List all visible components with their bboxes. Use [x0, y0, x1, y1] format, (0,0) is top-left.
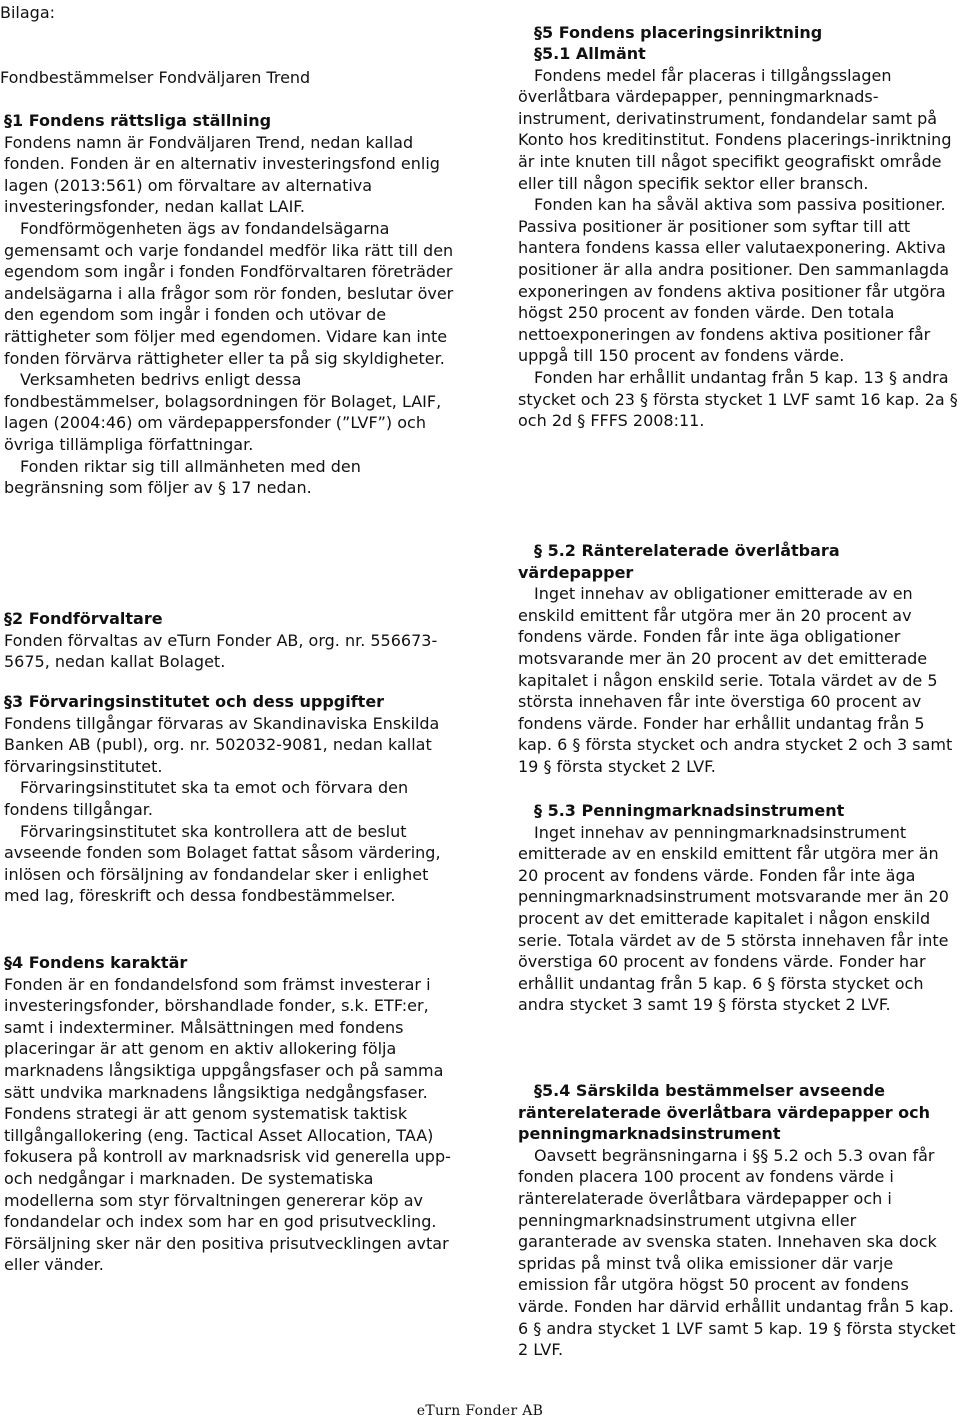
paragraph: Fonden förvaltas av eTurn Fonder AB, org. nr. 556673-5675, nedan kallat Bolaget.	[4, 630, 438, 672]
section-heading: §1 Fondens rättsliga ställning	[4, 111, 272, 130]
right-section	[518, 22, 958, 44]
paragraph: Fondförmögenheten ägs av fondandelsägarna gemensamt och varje fondandel medför lika rätt till den egendom som ingår i fonden Fondförvaltaren företräder andelsägarna i alla frågor som rör fonden, beslutar över den egendom som ingår i fonden och utövar de rättigheter som följer med egendomen. Vidare kan inte fonden förvärva rättigheter eller ta på sig skyldigheter.	[4, 218, 454, 368]
paragraph: Fonden kan ha såväl aktiva som passiva positioner. Passiva positioner är positioner som syftar till att hantera fondens kassa eller valutaexponering. Aktiva positioner är alla andra positioner. Den sammanlagda exponeringen av fondens aktiva positioner får utgöra högst 250 procent av fonden värde. Den totala nettoexponeringen av fondens aktiva positioner får uppgå till 150 procent av fondens värde.	[518, 195, 950, 366]
paragraph: Fondens medel får placeras i tillgångsslagen överlåtbara värdepapper, penningmarknads-instrument, derivatinstrument, fondandelar samt på Konto hos kreditinstitut. Fondens placerings-inriktning är inte knuten till något specifikt geografiskt område eller till någon specifik sektor eller bransch.	[518, 65, 952, 193]
paragraph: Inget innehav av obligationer emitterade av en enskild emittent får utgöra mer än 20 procent av fondens värde. Fonden får inte äga obligationer motsvarande mer än 20 procent av det emitterade kapitalet i någon enskild serie. Totala värdet av de 5 största innehaven får inte överstiga 60 procent av fondens värde. Fonder har erhållit undantag från 5 kap. 6 § första stycket och andra stycket 2 och 3 samt 19 § första stycket 2 LVF.	[518, 584, 953, 776]
right-section	[518, 800, 958, 1016]
right-section	[518, 540, 958, 778]
left-section	[4, 691, 458, 907]
section-heading: §5.4 Särskilda bestämmelser avseende ränterelaterade överlåtbara värdepapper och penningmarknadsinstrument	[518, 1081, 931, 1144]
right-section	[518, 43, 958, 432]
paragraph: Förvaringsinstitutet ska ta emot och förvara den fondens tillgångar.	[4, 778, 409, 819]
section-heading: § 5.3 Penningmarknadsinstrument	[534, 801, 845, 820]
paragraph: Fondens tillgångar förvaras av Skandinaviska Enskilda Banken AB (publ), org. nr. 502032-9081, nedan kallat förvaringsinstitutet.	[4, 713, 440, 776]
paragraph: Inget innehav av penningmarknadsinstrument emitterade av en enskild emittent får utgöra mer än 20 procent av fondens värde. Fonden får inte äga penningmarknadsinstrument motsvarande mer än 20 procent av det emitterade kapitalet i någon enskild serie. Totala värdet av de 5 största innehaven får inte överstiga 60 procent av fondens värde. Fonder har erhållit undantag från 5 kap. 6 § första stycket och andra stycket 3 samt 19 § första stycket 2 LVF.	[518, 822, 949, 1015]
paragraph: Fondens namn är Fondväljaren Trend, nedan kallad fonden. Fonden är en alternativ investeringsfond enlig lagen (2013:561) om förvaltare av alternativa investeringsfonder, nedan kallat LAIF.	[4, 132, 440, 217]
page-footer: eTurn Fonder AB	[416, 1403, 544, 1419]
paragraph: Fonden riktar sig till allmänheten med den begränsning som följer av § 17 nedan.	[4, 456, 361, 498]
section-heading: §5.1 Allmänt	[534, 44, 646, 63]
left-section	[4, 608, 458, 673]
section-heading: §5 Fondens placeringsinriktning	[534, 23, 823, 42]
left-section	[4, 110, 458, 499]
paragraph: Förvaringsinstitutet ska kontrollera att de beslut avseende fonden som Bolaget fattat såsom värdering, inlösen och försäljning av fondandelar sker i enlighet med lag, föreskrift och dessa fondbestämmelser.	[4, 821, 441, 906]
section-heading: §4 Fondens karaktär	[4, 953, 188, 972]
paragraph: Fonden har erhållit undantag från 5 kap. 13 § andra stycket och 23 § första stycket 1 LVF samt 16 kap. 2a § och 2d § FFFS 2008:11.	[518, 367, 958, 431]
paragraph: Verksamheten bedrivs enligt dessa fondbestämmelser, bolagsordningen för Bolaget, LAIF, lagen (2004:46) om värdepappersfonder (”LVF”) och övriga tillämpliga författningar.	[4, 370, 442, 454]
section-heading: §2 Fondförvaltare	[4, 609, 163, 628]
section-heading: §3 Förvaringsinstitutet och dess uppgifter	[4, 692, 385, 711]
document-title: Fondbestämmelser Fondväljaren Trend	[0, 68, 311, 87]
attachment-label: Bilaga:	[0, 3, 56, 22]
paragraph: Fonden är en fondandelsfond som främst investerar i investeringsfonder, börshandlade fonder, s.k. ETF:er, samt i indexterminer. Målsättningen med fondens placeringar är att genom en aktiv allokering följa marknadens långsiktiga uppgångsfaser och på samma sätt undvika marknadens långsiktiga nedgångsfaser. Fondens strategi är att genom systematisk taktisk tillgångallokering (eng. Tactical Asset Allocation, TAA) fokusera på kontroll av marknadsrisk vid generella upp- och nedgångar i marknaden. De systematiska modellerna som styr förvaltningen genererar köp av fondandelar och index som har en god prisutveckling. Försäljning sker när den positiva prisutvecklingen avtar eller vänder.	[4, 974, 451, 1275]
right-section	[518, 1080, 958, 1361]
section-heading: § 5.2 Ränterelaterade överlåtbara värdepapper	[518, 541, 840, 582]
left-section	[4, 952, 458, 1276]
paragraph: Oavsett begränsningarna i §§ 5.2 och 5.3 ovan får fonden placera 100 procent av fondens värde i ränterelaterade överlåtbara värdepapper och i penningmarknadsinstrument utgivna eller garanterade av svenska staten. Innehaven ska dock spridas på minst två olika emissioner där varje emission får utgöra högst 50 procent av fondens värde. Fonden har därvid erhållit undantag från 5 kap. 6 § andra stycket 1 LVF samt 5 kap. 19 § första stycket 2 LVF.	[518, 1145, 956, 1360]
